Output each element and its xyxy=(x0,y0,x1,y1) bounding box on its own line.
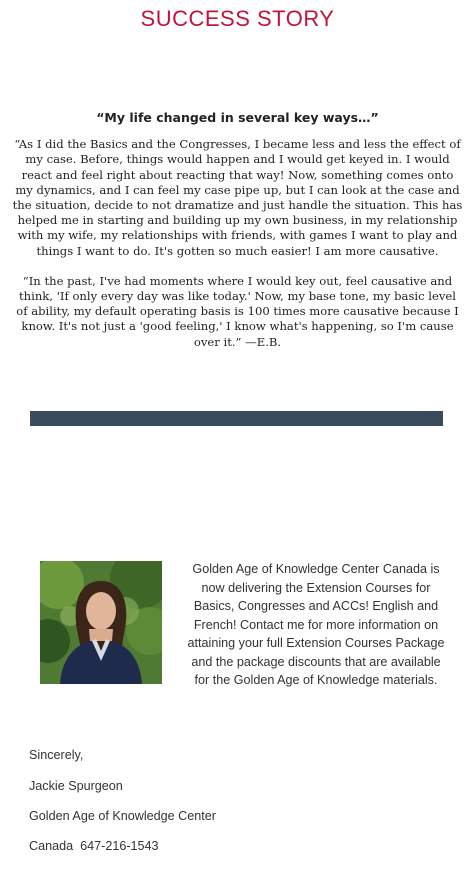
page-title: SUCCESS STORY xyxy=(140,6,335,31)
success-story xyxy=(12,110,463,365)
signature-name: Jackie Spurgeon xyxy=(29,779,123,793)
divider-bar xyxy=(30,411,443,426)
story-paragraph: “In the past, I've had moments where I would key out, feel causative and think, 'If only every day was like today.' Now, my base tone, my basic level of ability, my default operating basis is 100 times more causative because I know. It's not just a 'good feeling,' I know what's happening, so I'm cause over it.” —E.B. xyxy=(16,273,459,349)
story-heading: “My life changed in several key ways…” xyxy=(96,110,379,125)
signature-closing: Sincerely, xyxy=(29,748,84,762)
author-photo xyxy=(40,561,162,684)
signature-contact: Canada 647-216-1543 xyxy=(29,839,159,853)
story-paragraph: “As I did the Basics and the Congresses, I became less and less the effect of my case. Before, things would happen and I would get keyed in. I would react and feel right about reacting that way! Now, something comes onto my dynamics, and I can feel my case pipe up, but I can look at the case and the situation, decide to not dramatize and just handle the situation. This has helped me in starting and building up my own business, in my relationship with my wife, my relationships with friends, with games I want to play and things I want to do. It's gotten so much easier! I am more causative. xyxy=(12,137,463,258)
promo-text: Golden Age of Knowledge Center Canada is now delivering the Extension Courses for Basics, Congresses and ACCs! English and French! Contact me for more information on attaining your full Extension Courses Package and the package discounts that are available for the Golden Age of Knowledge materials. xyxy=(187,562,445,687)
signature-org: Golden Age of Knowledge Center xyxy=(29,809,216,823)
